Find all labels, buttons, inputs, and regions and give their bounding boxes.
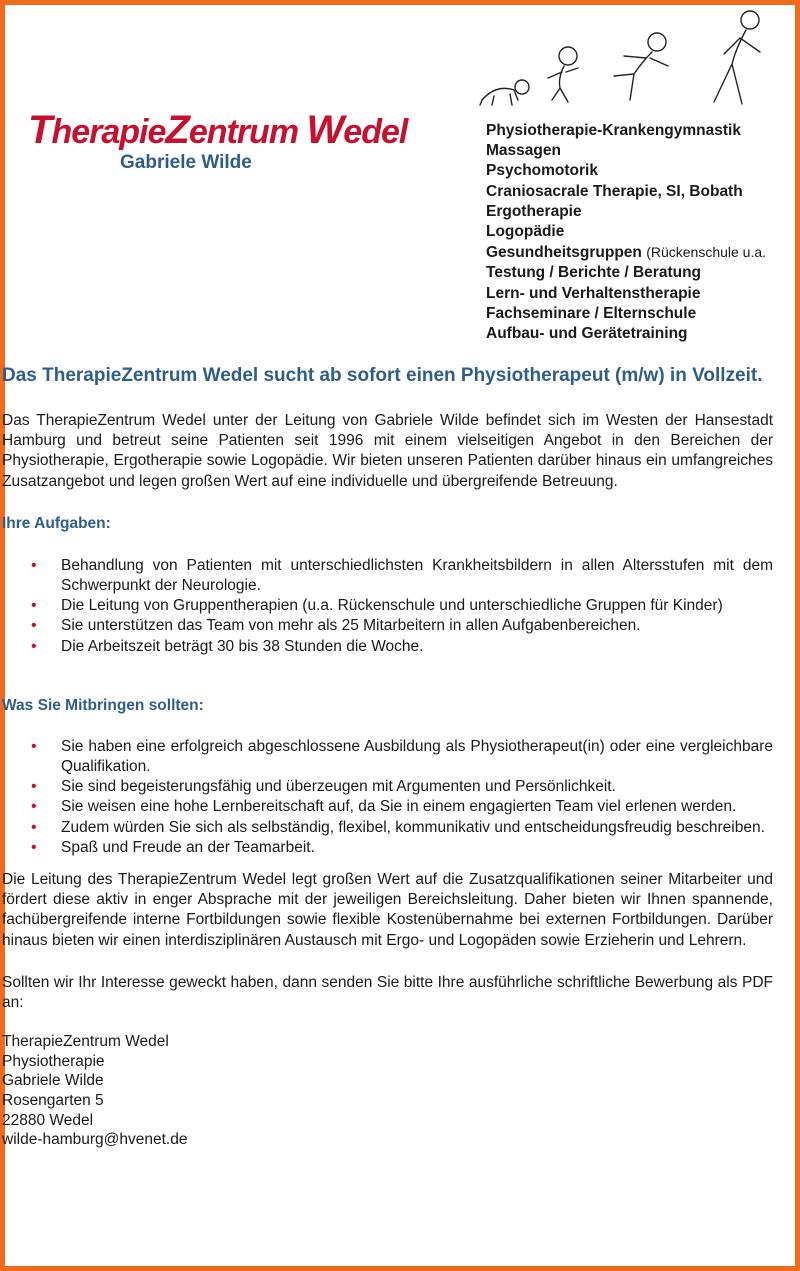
service-item: Testung / Berichte / Beratung [486, 264, 702, 282]
service-item: Massagen [486, 142, 561, 160]
walking-adult-figure [714, 11, 760, 104]
job-headline: Das TherapieZentrum Wedel sucht ab sofort einen Physiotherapeut (m/w) in Vollzeit. [2, 365, 763, 386]
list-item: • Sie unterstützen das Team von mehr als 25 Mitarbeitern in allen Aufgabenbereichen. [0, 616, 773, 636]
owner-name: Gabriele Wilde [120, 152, 252, 173]
service-note: (Rückenschule u.a. [646, 244, 767, 261]
list-item: • Spaß und Freude an der Teamarbeit. [0, 838, 773, 858]
services-list [486, 121, 766, 344]
service-item: Logopädie [486, 223, 565, 241]
service-item: Psychomotorik [486, 162, 598, 180]
list-item: • Sie weisen eine hohe Lernbereitschaft auf, da Sie in einem engagierten Team viel erlenen werden. [0, 797, 773, 817]
intro-paragraph: Das TherapieZentrum Wedel unter der Leitung von Gabriele Wilde befindet sich im Westen der Hansestadt Hamburg und betreut seine Patienten seit 1996 mit einem vielseitigen Angebot in den Bereichen der Physiotherapie, Ergotherapie sowie Logopädie. Wir bieten unseren Patienten darüber hinaus ein umfangreiches Zusatzangebot und legen großen Wert auf eine individuelle und übergreifende Betreuung. [2, 412, 773, 490]
list-item: • Sie sind begeisterungsfähig und überzeugen mit Argumenten und Persönlichkeit. [0, 777, 773, 797]
crawling-baby-figure [480, 80, 529, 105]
service-item: Physiotherapie-Krankengymnastik [486, 122, 741, 139]
address-line: Physiotherapie [2, 1052, 105, 1070]
service-item: Aufbau- und Gerätetraining [486, 325, 688, 343]
service-item: Lern- und Verhaltenstherapie [486, 284, 701, 302]
job-posting [0, 364, 773, 1150]
list-item: • Sie haben eine erfolgreich abgeschlossene Ausbildung als Physiotherapeut(in) oder eine vergleichbare Qualifikation. [0, 737, 773, 777]
list-item: • Die Arbeitszeit beträgt 30 bis 38 Stunden die Woche. [0, 637, 773, 657]
tasks-list [0, 556, 773, 657]
requirements-list [0, 737, 773, 858]
list-item: • Zudem würden Sie sich als selbständig, flexibel, kommunikativ und entscheidungsfreudig beschreiben. [0, 818, 773, 838]
contact-address [0, 1032, 773, 1150]
address-line: TherapieZentrum Wedel [2, 1033, 169, 1051]
toddler-figure [548, 47, 578, 102]
email-link[interactable]: wilde-hamburg@hvenet.de [2, 1131, 188, 1149]
address-line: Rosengarten 5 [2, 1092, 104, 1110]
training-paragraph: Die Leitung des TherapieZentrum Wedel legt großen Wert auf die Zusatzqualifikationen seiner Mitarbeiter und fördert diese aktiv in enger Absprache mit der jeweiligen Bereichsleitung. Daher bieten wir Ihnen spannende, fachübergreifende interne Fortbildungen sowie flexible Kostenübernahme bei externen Fortbildungen. Darüber hinaus bieten wir einen interdisziplinären Austausch mit Ergo- und Logopäden sowie Erzieherin und Lehrern. [2, 871, 773, 949]
child-development-illustration [474, 4, 774, 108]
application-paragraph: Sollten wir Ihr Interesse geweckt haben, dann senden Sie bitte Ihre ausführliche schriftliche Bewerbung als PDF an: [2, 973, 773, 1012]
service-item: Fachseminare / Elternschule [486, 304, 697, 322]
tasks-heading: Ihre Aufgaben: [2, 514, 111, 532]
company-logo: TherapieZentrum Wedel [28, 108, 408, 152]
requirements-heading: Was Sie Mitbringen sollten: [2, 696, 204, 714]
service-item: Ergotherapie [486, 202, 582, 220]
list-item: • Behandlung von Patienten mit unterschiedlichsten Krankheitsbildern in allen Altersstufen mit dem Schwerpunkt der Neurologie. [0, 556, 773, 596]
service-item: Craniosacrale Therapie, SI, Bobath [486, 182, 743, 200]
list-item: • Die Leitung von Gruppentherapien (u.a. Rückenschule und unterschiedliche Gruppen für Kinder) [0, 596, 773, 616]
address-line: Gabriele Wilde [2, 1072, 104, 1090]
address-line: 22880 Wedel [2, 1111, 94, 1129]
running-child-figure [614, 33, 668, 100]
service-item: Gesundheitsgruppen (Rückenschule u.a. [486, 244, 767, 262]
